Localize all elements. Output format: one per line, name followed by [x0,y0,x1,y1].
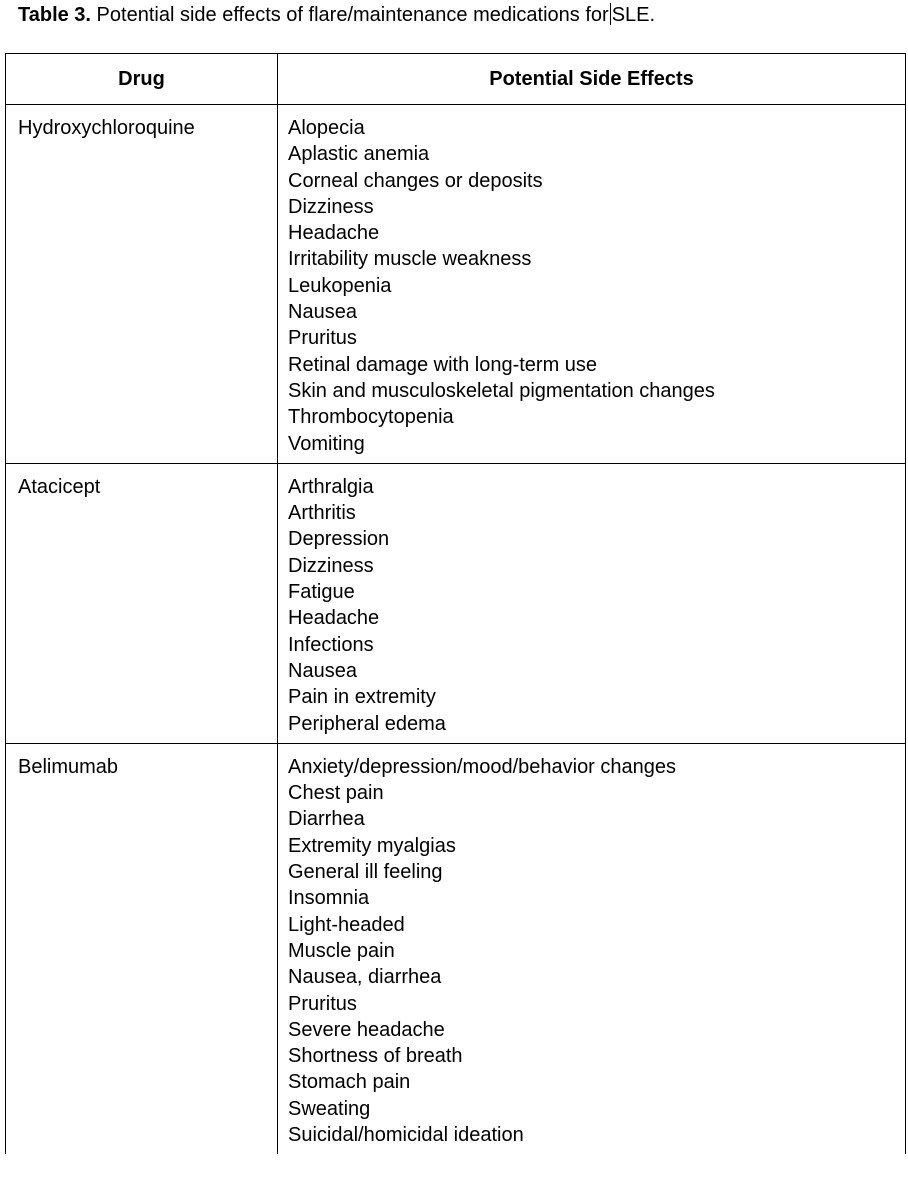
side-effect-item: Diarrhea [288,808,365,831]
table-row [6,743,906,1154]
side-effect-item: Depression [288,528,390,551]
table-row [6,105,906,464]
side-effect-item: Leukopenia [288,274,392,297]
side-effects-cell [278,743,906,1154]
side-effect-item: Dizziness [288,195,374,218]
side-effect-item: Severe headache [288,1018,445,1041]
side-effects-cell [278,105,906,464]
side-effect-item: Thrombocytopenia [288,406,454,429]
side-effect-item: Anxiety/depression/mood/behavior changes [288,755,677,778]
side-effect-item: Stomach pain [288,1071,411,1094]
side-effect-item: Corneal changes or deposits [288,169,543,192]
side-effect-item: Skin and musculoskeletal pigmentation changes [288,379,715,402]
text-cursor [610,3,611,25]
side-effect-item: Vomiting [288,432,365,455]
side-effect-item: Insomnia [288,887,370,910]
caption-label: Table 3. [18,4,91,26]
side-effect-item: Nausea, diarrhea [288,966,442,989]
drug-name-cell: Atacicept [6,463,278,743]
side-effect-item: Chest pain [288,782,384,805]
side-effect-item: Shortness of breath [288,1045,463,1068]
side-effects-cell [278,463,906,743]
side-effect-item: Infections [288,633,374,656]
side-effect-item: Pain in extremity [288,686,436,709]
caption-text: Potential side effects of flare/maintenance medications for [91,4,609,26]
drug-name-cell: Belimumab [6,743,278,1154]
side-effect-item: Pruritus [288,327,357,350]
table-header-row [6,54,906,105]
side-effect-item: Sweating [288,1097,371,1120]
side-effect-item: General ill feeling [288,861,443,884]
side-effect-item: Fatigue [288,581,355,604]
side-effect-item: Arthralgia [288,475,374,498]
caption-text-end: SLE. [611,4,656,26]
side-effect-item: Muscle pain [288,939,395,962]
table-row [6,463,906,743]
side-effect-item: Arthritis [288,502,356,525]
header-drug: Drug [6,54,278,105]
table-caption [18,2,655,28]
side-effect-item: Headache [288,607,380,630]
side-effect-item: Suicidal/homicidal ideation [288,1123,524,1146]
side-effect-item: Retinal damage with long-term use [288,353,598,376]
side-effect-item: Light-headed [288,913,405,936]
side-effect-item: Pruritus [288,992,357,1015]
side-effect-item: Alopecia [288,117,365,139]
side-effect-item: Peripheral edema [288,712,446,735]
header-potential-side-effects: Potential Side Effects [278,54,906,105]
side-effect-item: Dizziness [288,554,374,577]
side-effect-item: Nausea [288,301,357,324]
side-effect-item: Irritability muscle weakness [288,248,532,271]
side-effect-item: Aplastic anemia [288,143,430,166]
side-effects-table [5,53,906,1154]
side-effect-item: Headache [288,222,380,245]
side-effect-item: Nausea [288,659,357,682]
table-body [6,105,906,1155]
drug-name-cell: Hydroxychloroquine [6,105,278,464]
side-effect-item: Extremity myalgias [288,834,456,857]
